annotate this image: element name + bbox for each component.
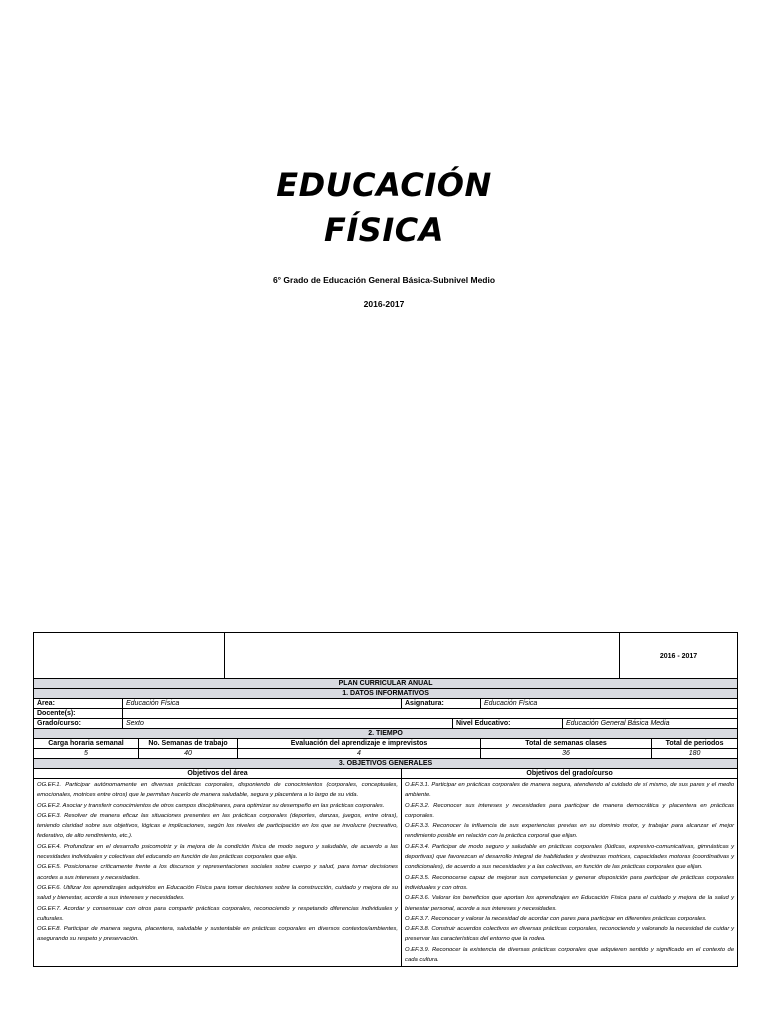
document-title-line-2: FÍSICA bbox=[324, 211, 444, 249]
time-value: 5 bbox=[34, 749, 139, 759]
time-value: 40 bbox=[139, 749, 238, 759]
objetivo-grado-item: O.EF.3.3. Reconocer la influencia de sus experiencias previas en su dominio motor, y trabajar para alcanzar el mejor rendimiento posible en relación con la práctica corporal que elijan. bbox=[405, 823, 735, 840]
area-label: Área: bbox=[34, 699, 123, 709]
objetivo-area-item: OG.EF.3. Resolver de manera eficaz las situaciones presentes en las prácticas corporales (deportes, danzas, juegos, entre otras), teniendo claridad sobre sus objetivos, lógicas e implicaciones, según los niveles de participación en los que se involucre (recreativo, federativo, de alto rendimiento, etc.). bbox=[37, 812, 398, 840]
objetivos-grado-cell bbox=[402, 779, 738, 967]
institution-cell bbox=[225, 633, 620, 680]
objetivos-area-header: Objetivos del área bbox=[34, 769, 402, 779]
grado-value: Sexto bbox=[123, 719, 453, 729]
objetivo-area-item: OG.EF.2. Asociar y transferir conocimientos de otros campos disciplinares, para optimizar su desempeño en las prácticas corporales. bbox=[37, 802, 385, 809]
objetivo-area-item: OG.EF.5. Posicionarse críticamente frente a los discursos y representaciones sociales sobre cuerpo y salud, para tomar decisiones acordes a sus intereses y necesidades. bbox=[37, 864, 398, 881]
time-header: Carga horaria semanal bbox=[34, 739, 139, 749]
area-value: Educación Física bbox=[123, 699, 402, 709]
plan-header-table bbox=[33, 632, 738, 680]
asignatura-value: Educación Física bbox=[481, 699, 738, 709]
nivel-label: Nivel Educativo: bbox=[453, 719, 563, 729]
section-objetivos-generales: 3. OBJETIVOS GENERALES bbox=[34, 759, 738, 769]
objetivo-grado-item: O.EF.3.6. Valorar los beneficios que aportan los aprendizajes en Educación Física para el cuidado y mejora de la salud y bienestar personal, acorde a sus intereses y necesidades. bbox=[405, 895, 735, 912]
section-datos-informativos: 1. DATOS INFORMATIVOS bbox=[34, 689, 738, 699]
objetivo-grado-item: O.EF.3.2. Reconocer sus intereses y necesidades para participar de manera democrática y placentera en prácticas corporales. bbox=[405, 802, 735, 819]
objetivo-area-item: OG.EF.7. Acordar y consensuar con otros para compartir prácticas corporales, reconociendo y respetando diferencias individuales y culturales. bbox=[37, 905, 398, 922]
nivel-value: Educación General Básica Media bbox=[563, 719, 738, 729]
docente-label: Docente(s): bbox=[34, 709, 123, 719]
section-tiempo: 2. TIEMPO bbox=[34, 729, 738, 739]
objetivo-grado-item: O.EF.3.7. Reconocer y valorar la necesidad de acordar con pares para participar en diferentes prácticas corporales. bbox=[405, 915, 707, 922]
objetivo-grado-item: O.EF.3.8. Construir acuerdos colectivos en diversas prácticas corporales, reconociendo y valorando la necesidad de cuidar y preservar las características del entorno que la rodea. bbox=[405, 926, 735, 943]
objetivo-grado-item: O.EF.3.1. Participar en prácticas corporales de manera segura, atendiendo al cuidado de sí mismo, de sus pares y el medio ambiente. bbox=[405, 782, 735, 799]
time-header: Evaluación del aprendizaje e imprevistos bbox=[238, 739, 481, 749]
docente-value bbox=[123, 709, 738, 719]
time-header: Total de periodos bbox=[652, 739, 738, 749]
objetivos-area-cell bbox=[34, 779, 402, 967]
document-subtitle: 6° Grado de Educación General Básica-Subnivel Medio bbox=[272, 275, 496, 285]
logo-cell bbox=[34, 633, 225, 680]
grado-label: Grado/curso: bbox=[34, 719, 123, 729]
objetivos-grado-header: Objetivos del grado/curso bbox=[402, 769, 738, 779]
objetivo-area-item: OG.EF.4. Profundizar en el desarrollo psicomotriz y la mejora de la condición física de modo seguro y saludable, de acuerdo a las necesidades individuales y colectivas del educando en función de las prácticas corporales que elija. bbox=[37, 843, 398, 861]
time-value: 180 bbox=[652, 749, 738, 759]
objetivo-grado-item: O.EF.3.4. Participar de modo seguro y saludable en prácticas corporales (lúdicas, expresivo-comunicativas, gimnásticas y deportivas) que favorezcan el desarrollo integral de habilidades y destrezas motrices, capacidades motoras (coordinativas y condicionales), de acuerdo a sus necesidades y a las colectivas, en función de las prácticas corporales que elijan. bbox=[405, 843, 735, 871]
objetivo-area-item: OG.EF.6. Utilizar los aprendizajes adquiridos en Educación Física para tomar decisiones sobre la construcción, cuidado y mejora de su salud y bienestar, acorde a sus intereses y necesidades. bbox=[37, 884, 398, 902]
objetivo-grado-item: O.EF.3.9. Reconocer la existencia de diversas prácticas corporales que adquieren sentido y significado en el contexto de cada cultura. bbox=[405, 946, 735, 964]
objetivo-grado-item: O.EF.3.5. Reconocerse capaz de mejorar sus competencias y generar disposición para participar de prácticas corporales individuales y con otros. bbox=[405, 874, 735, 891]
time-header: No. Semanas de trabajo bbox=[139, 739, 238, 749]
document-title-line-1: EDUCACIÓN bbox=[276, 166, 492, 204]
plan-curricular-table bbox=[33, 678, 738, 967]
objetivo-area-item: OG.EF.8. Participar de manera segura, placentera, saludable y sustentable en prácticas corporales en diversos contextos/ambientes, asegurando su respeto y preservación. bbox=[37, 926, 398, 943]
asignatura-label: Asignatura: bbox=[402, 699, 481, 709]
plan-title: PLAN CURRICULAR ANUAL bbox=[34, 679, 738, 689]
document-year: 2016-2017 bbox=[363, 299, 405, 309]
objetivo-area-item: OG.EF.1. Participar autónomamente en diversas prácticas corporales, disponiendo de conocimientos (corporales, conceptuales, emocionales, motrices entre otros) que le permitan hacerlo de manera saludable, segura y placentera a lo largo de su vida. bbox=[37, 782, 398, 799]
time-value: 4 bbox=[238, 749, 481, 759]
time-value: 36 bbox=[481, 749, 652, 759]
header-year: 2016 - 2017 bbox=[620, 633, 738, 680]
time-header: Total de semanas clases bbox=[481, 739, 652, 749]
